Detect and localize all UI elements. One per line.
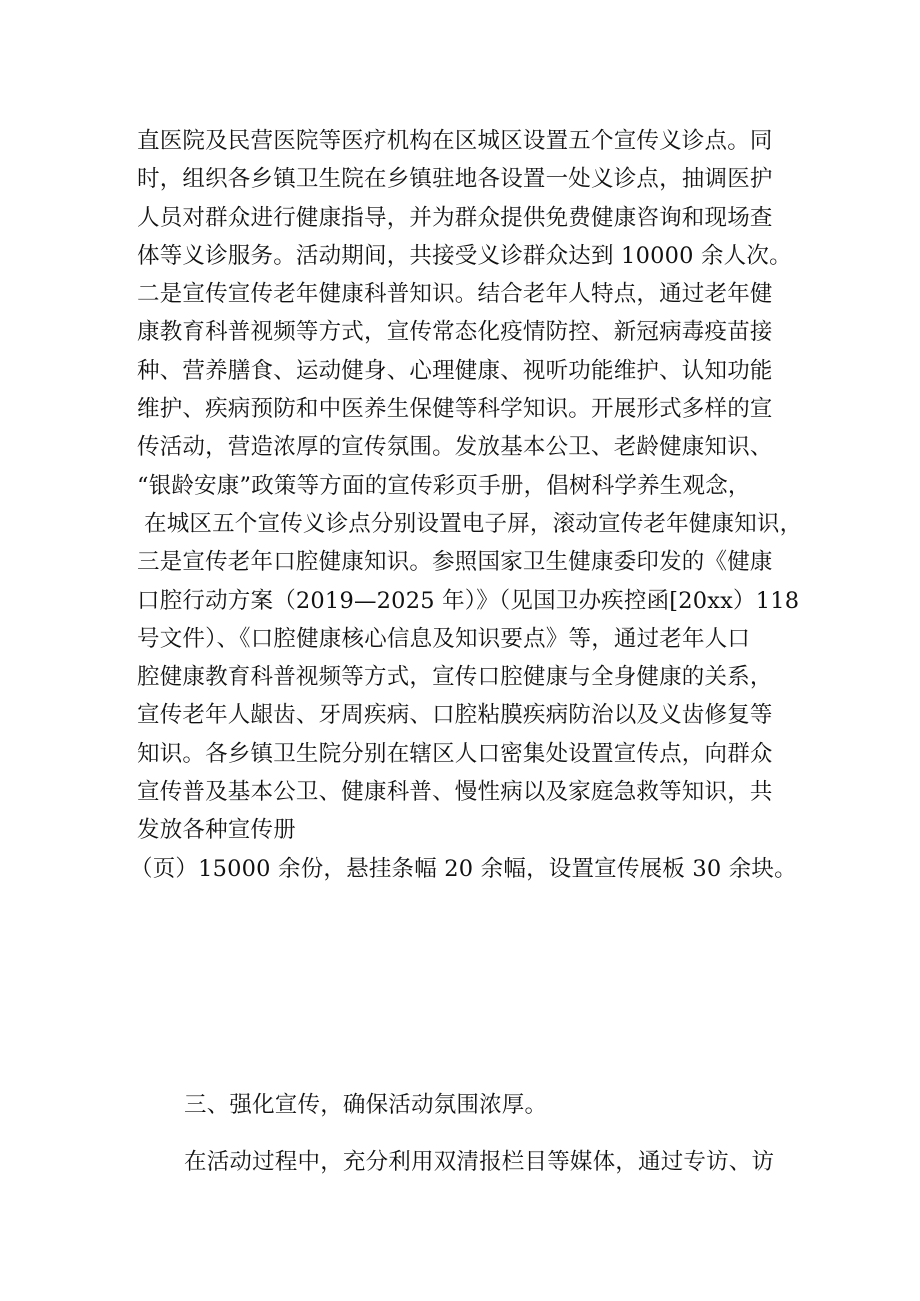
text-line: 三是宣传老年口腔健康知识。参照国家卫生健康委印发的《健康 (137, 549, 773, 576)
text-line: 发放各种宣传册 (137, 817, 296, 844)
text-line: 宣传老年人龈齿、牙周疾病、口腔粘膜疾病防治以及义齿修复等 (137, 702, 773, 729)
text-line: 口腔行动方案（2019—2025 年）》（见国卫办疾控函[20xx）118 (137, 587, 800, 614)
text-line: 在城区五个宣传义诊点分别设置电子屏，滚动宣传老年健康知识， (144, 510, 803, 537)
text-line: 直医院及民营医院等医疗机构在区城区设置五个宣传义诊点。同 (137, 128, 773, 154)
text-line: 传活动，营造浓厚的宣传氛围。发放基本公卫、老龄健康知识、 (137, 434, 773, 461)
text-line: 康教育科普视频等方式，宣传常态化疫情防控、新冠病毒疫苗接 (137, 319, 773, 346)
text-line: 宣传普及基本公卫、健康科普、慢性病以及家庭急救等知识，共 (137, 779, 773, 806)
text-line: 知识。各乡镇卫生院分别在辖区人口密集处设置宣传点，向群众 (137, 740, 773, 767)
text-line: 人员对群众进行健康指导，并为群众提供免费健康咨询和现场查 (137, 204, 773, 231)
text-line: 腔健康教育科普视频等方式，宣传口腔健康与全身健康的关系， (137, 664, 773, 691)
text-line: 时，组织各乡镇卫生院在乡镇驻地各设置一处义诊点，抽调医护 (137, 166, 773, 193)
text-line: 体等义诊服务。活动期间，共接受义诊群众达到 10000 余人次。 (137, 242, 792, 269)
text-line: “银龄安康”政策等方面的宣传彩页手册，倡树科学养生观念， (137, 472, 751, 499)
text-line: 二是宣传宣传老年健康科普知识。结合老年人特点，通过老年健 (137, 281, 773, 308)
text-line: 号文件）、《口腔健康核心信息及知识要点》等，通过老年人口 (137, 625, 751, 652)
section-heading: 三、强化宣传，确保活动氛围浓厚。 (184, 1092, 548, 1118)
text-line: 维护、疾病预防和中医养生保健等科学知识。开展形式多样的宣 (137, 396, 773, 423)
text-line: （页）15000 余份，悬挂条幅 20 余幅，设置宣传展板 30 余块。 (130, 855, 797, 882)
text-line: 种、营养膳食、运动健身、心理健康、视听功能维护、认知功能 (137, 357, 773, 384)
body-text-block (130, 122, 817, 888)
paragraph-first-line: 在活动过程中，充分利用双清报栏目等媒体，通过专访、访 (184, 1149, 775, 1175)
